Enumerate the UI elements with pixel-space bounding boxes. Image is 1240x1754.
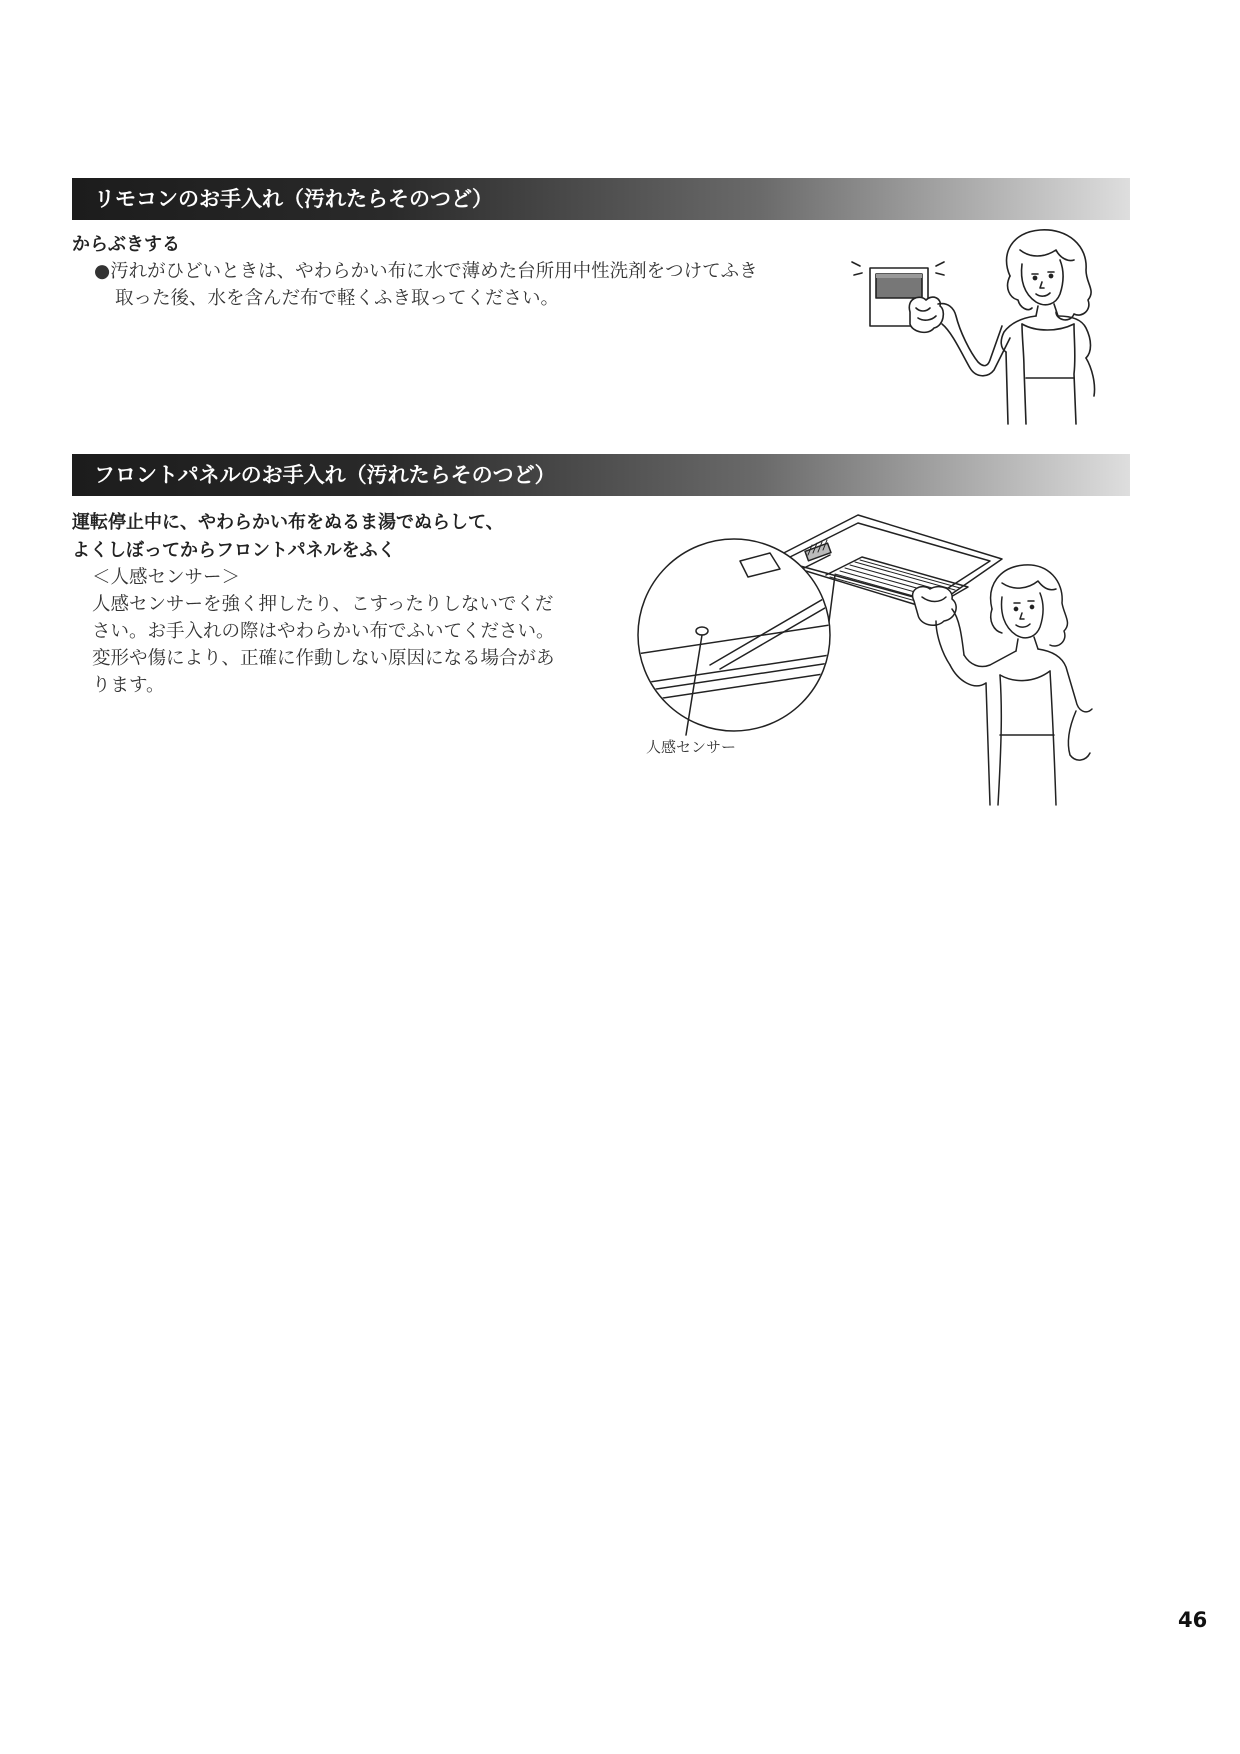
remote-wiping-illustration: [860, 228, 1120, 428]
sensor-note-line-4: ります。: [92, 675, 165, 696]
bullet-line-1: [94, 258, 758, 285]
section-header-remote-care: リモコンのお手入れ（汚れたらそのつど）: [72, 178, 1130, 220]
section-header-front-panel-care: フロントパネルのお手入れ（汚れたらそのつど）: [72, 454, 1130, 496]
subheading-dry-wipe: からぶきする: [72, 234, 180, 255]
sensor-note-line-3: 変形や傷により、正確に作動しない原因になる場合があ: [92, 648, 555, 669]
sensor-caption: 人感センサー: [646, 738, 737, 756]
sensor-note-title: ＜人感センサー＞: [92, 567, 241, 588]
sensor-note-line-1: 人感センサーを強く押したり、こすったりしないでくだ: [92, 594, 554, 615]
sensor-note-line-2: さい。お手入れの際はやわらかい布でふいてください。: [92, 621, 555, 642]
subheading-line-1: 運転停止中に、やわらかい布をぬるま湯でぬらして、: [72, 512, 504, 533]
front-panel-wiping-illustration: [630, 505, 1120, 815]
subheading-line-2: よくしぼってからフロントパネルをふく: [72, 540, 396, 561]
bullet-text-line-1: 汚れがひどいときは、やわらかい布に水で薄めた台所用中性洗剤をつけてふき: [110, 261, 758, 282]
bullet-text-line-2: 取った後、水を含んだ布で軽くふき取ってください。: [115, 288, 560, 309]
page-number: 46: [1178, 1608, 1208, 1632]
bullet-mark: ●: [94, 261, 111, 282]
